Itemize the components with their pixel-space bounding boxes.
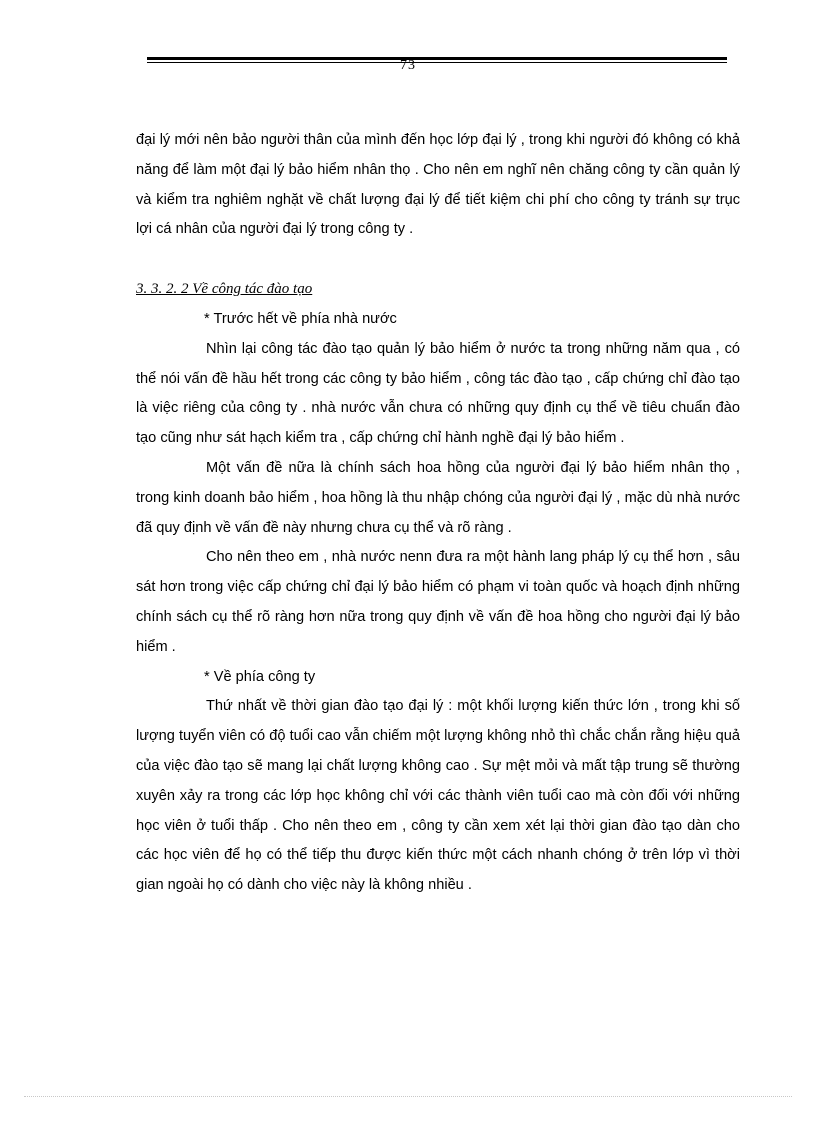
intro-paragraph: đại lý mới nên bảo người thân của mình đến học lớp đại lý , trong khi người đó không có khả năng để làm một đại lý bảo hiểm nhân thọ . Cho nên em nghĩ nên chăng công ty cần quản lý và kiểm tra nghiêm nghặt về chất lượng đại lý để tiết kiệm chi phí cho công ty tránh sự trục lợi cá nhân của người đại lý trong công ty . (136, 132, 740, 238)
bullet-company-heading: * Về phía công ty (204, 668, 316, 685)
document-body (136, 126, 740, 901)
bullet-state-heading: * Trước hết về phía nhà nước (204, 310, 397, 327)
section-heading: 3. 3. 2. 2 Về công tác đào tạo (136, 281, 313, 298)
footer-dotted-rule (24, 1096, 792, 1097)
state-paragraph-3: Cho nên theo em , nhà nước nenn đưa ra một hành lang pháp lý cụ thể hơn , sâu sát hơn trong việc cấp chứng chỉ đại lý bảo hiểm có phạm vi toàn quốc và hoạch định những chính sách cụ thể rõ ràng hơn nữa trong quy định về vấn đề hoa hồng cho người đại lý bảo hiểm . (136, 549, 740, 655)
state-paragraph-1: Nhìn lại công tác đào tạo quản lý bảo hiểm ở nước ta trong những năm qua , có thể nói vấn đề hầu hết trong các công ty bảo hiểm , công tác đào tạo , cấp chứng chỉ đào tạo là việc riêng của công ty . nhà nước vẫn chưa có những quy định cụ thể về tiêu chuẩn đào tạo cũng như sát hạch kiểm tra , cấp chứng chỉ hành nghề đại lý bảo hiểm . (136, 340, 740, 447)
state-paragraph-2: Một vấn đề nữa là chính sách hoa hồng của người đại lý bảo hiểm nhân thọ , trong kinh doanh bảo hiểm , hoa hồng là thu nhập chóng của người đại lý , mặc dù nhà nước đã quy định về vấn đề này nhưng chưa cụ thể và rõ ràng . (136, 459, 740, 536)
page-number: 73 (400, 58, 416, 73)
company-paragraph-1: Thứ nhất về thời gian đào tạo đại lý : một khối lượng kiến thức lớn , trong khi số lượng tuyển viên có độ tuổi cao vẫn chiếm một lượng không nhỏ thì chắc chắn rằng hiệu quả của việc đào tạo sẽ mang lại chất lượng không cao . Sự mệt mỏi và mất tập trung sẽ thường xuyên xảy ra trong các lớp học không chỉ với các thành viên tuổi cao mà còn đối với những học viên ở tuổi thấp . Cho nên theo em , công ty cần xem xét lại thời gian đào tạo dàn cho các học viên để họ có thể tiếp thu được kiến thức một cách nhanh chóng ở trên lớp vì thời gian ngoài họ có dành cho việc này là không nhiều . (136, 698, 740, 894)
